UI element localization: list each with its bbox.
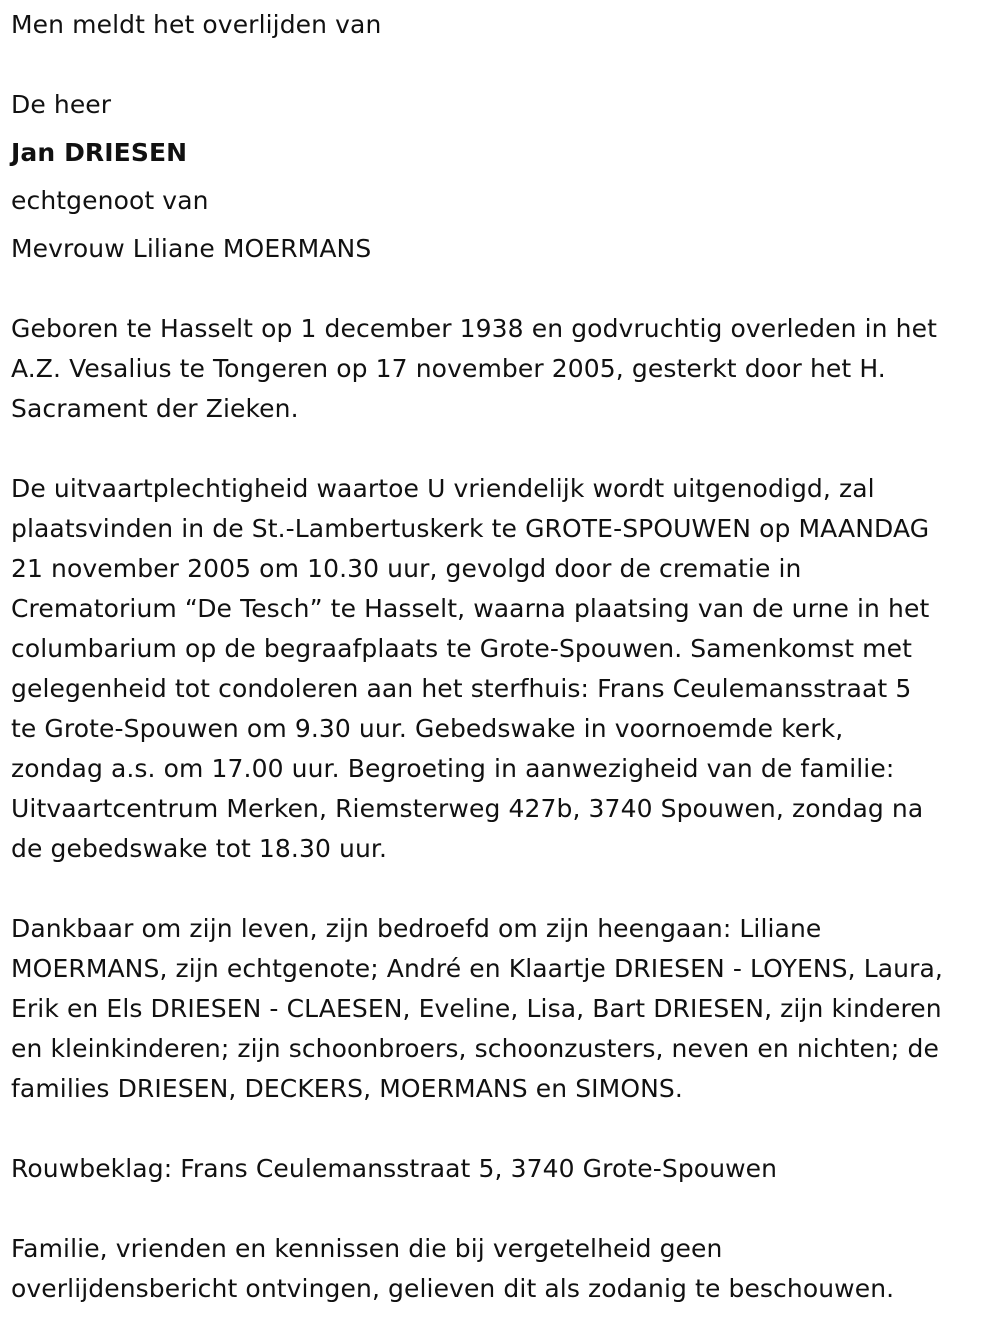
title-prefix: De heer — [11, 90, 112, 119]
family-line: MOERMANS, zijn echtgenote; André en Klaartje DRIESEN - LOYENS, Laura, — [11, 954, 943, 983]
closing-line: overlijdensbericht ontvingen, gelieven dit als zodanig te beschouwen. — [11, 1274, 895, 1303]
funeral-line: plaatsvinden in de St.-Lambertuskerk te GROTE-SPOUWEN op MAANDAG — [11, 514, 930, 543]
spouse-name: Mevrouw Liliane MOERMANS — [11, 234, 372, 263]
birth-line: A.Z. Vesalius te Tongeren op 17 november 2005, gesterkt door het H. — [11, 354, 886, 383]
relation-line: echtgenoot van — [11, 186, 209, 215]
funeral-line: de gebedswake tot 18.30 uur. — [11, 834, 388, 863]
family-line: families DRIESEN, DECKERS, MOERMANS en SIMONS. — [11, 1074, 683, 1103]
intro-line: Men meldt het overlijden van — [11, 10, 382, 39]
birth-line: Sacrament der Zieken. — [11, 394, 299, 423]
funeral-line: gelegenheid tot condoleren aan het sterfhuis: Frans Ceulemansstraat 5 — [11, 674, 912, 703]
family-line: Erik en Els DRIESEN - CLAESEN, Eveline, Lisa, Bart DRIESEN, zijn kinderen — [11, 994, 942, 1023]
closing-line: Familie, vrienden en kennissen die bij vergetelheid geen — [11, 1234, 723, 1263]
funeral-line: columbarium op de begraafplaats te Grote-Spouwen. Samenkomst met — [11, 634, 913, 663]
birth-line: Geboren te Hasselt op 1 december 1938 en godvruchtig overleden in het — [11, 314, 937, 343]
family-line: en kleinkinderen; zijn schoonbroers, schoonzusters, neven en nichten; de — [11, 1034, 939, 1063]
funeral-line: te Grote-Spouwen om 9.30 uur. Gebedswake in voornoemde kerk, — [11, 714, 844, 743]
funeral-line: Crematorium “De Tesch” te Hasselt, waarna plaatsing van de urne in het — [11, 594, 930, 623]
mourning-address: Rouwbeklag: Frans Ceulemansstraat 5, 3740 Grote-Spouwen — [11, 1154, 778, 1183]
funeral-line: Uitvaartcentrum Merken, Riemsterweg 427b, 3740 Spouwen, zondag na — [11, 794, 924, 823]
family-line: Dankbaar om zijn leven, zijn bedroefd om zijn heengaan: Liliane — [11, 914, 822, 943]
deceased-name: Jan DRIESEN — [11, 138, 188, 167]
funeral-line: De uitvaartplechtigheid waartoe U vriendelijk wordt uitgenodigd, zal — [11, 474, 875, 503]
funeral-line: zondag a.s. om 17.00 uur. Begroeting in aanwezigheid van de familie: — [11, 754, 895, 783]
funeral-line: 21 november 2005 om 10.30 uur, gevolgd door de crematie in — [11, 554, 802, 583]
